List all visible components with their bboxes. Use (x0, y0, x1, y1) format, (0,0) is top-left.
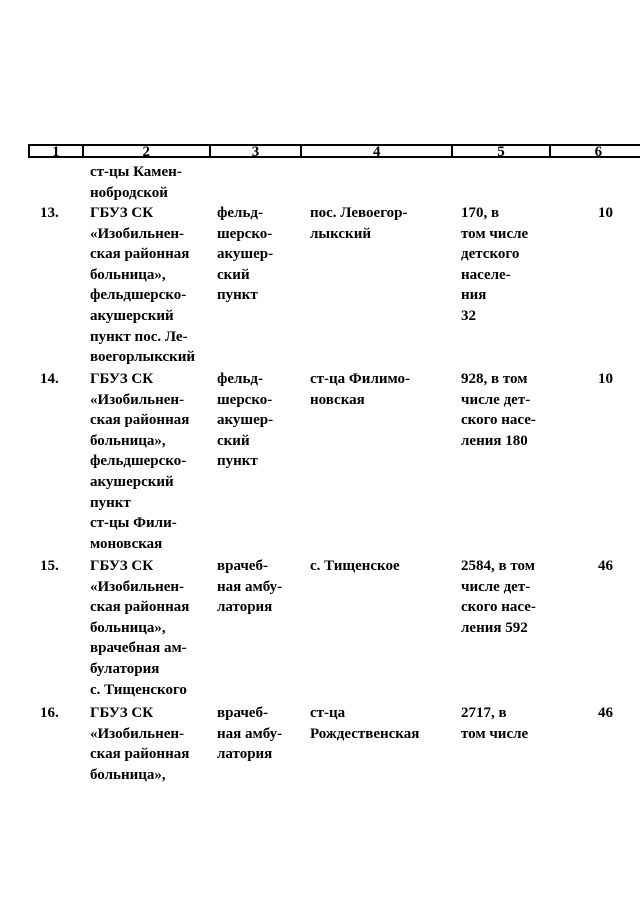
row-13-count: 10 (598, 205, 613, 221)
column-header-3: 3 (211, 146, 302, 156)
row-14-population: 928, в том числе дет- ского насе- ления 180 (461, 371, 536, 449)
row-13-type: фельд- шерско- акушер- ский пункт (217, 205, 274, 304)
column-header-6: 6 (594, 144, 603, 160)
row-14-type: фельд- шерско- акушер- ский пункт (217, 371, 274, 470)
row-16-type: врачеб- ная амбу- латория (217, 705, 283, 763)
row-16-population: 2717, в том числе (461, 705, 529, 742)
row-16-place: ст-ца Рождественская (310, 705, 420, 742)
row-13-population: 170, в том числе детского населе- ния 32 (461, 205, 529, 324)
row-15-place: с. Тищенское (310, 558, 400, 574)
row-13-name: ГБУЗ СК «Изобильнен- ская районная больница», фельдшерско- акушерский пункт пос. Ле- воегорлыкский (90, 205, 196, 366)
row-14-name: ГБУЗ СК «Изобильнен- ская районная больница», фельдшерско- акушерский пункт ст-цы Фили- моновская (90, 371, 190, 552)
row-15-type: врачеб- ная амбу- латория (217, 558, 283, 616)
row-14-place: ст-ца Филимо- новская (310, 371, 411, 408)
row-14-count: 10 (598, 371, 613, 387)
row-13-number: 13. (40, 205, 59, 221)
column-header-4: 4 (302, 146, 453, 156)
table-header-row (28, 144, 640, 158)
row-15-name: ГБУЗ СК «Изобильнен- ская районная больница», врачебная ам- булатория с. Тищенского (90, 558, 190, 698)
row-14-number: 14. (40, 371, 59, 387)
column-header-1: 1 (30, 146, 84, 156)
continuation-name-cell: ст-цы Камен- нобродской (90, 164, 182, 201)
row-15-count: 46 (598, 558, 613, 574)
row-16-count: 46 (598, 705, 613, 721)
row-15-population: 2584, в том числе дет- ского насе- ления 592 (461, 558, 536, 636)
row-16-name: ГБУЗ СК «Изобильнен- ская районная больница», (90, 705, 190, 783)
row-16-number: 16. (40, 705, 59, 721)
column-header-5: 5 (453, 146, 550, 156)
row-13-place: пос. Левоегор- лыкский (310, 205, 408, 242)
row-15-number: 15. (40, 558, 59, 574)
column-header-2: 2 (84, 146, 211, 156)
